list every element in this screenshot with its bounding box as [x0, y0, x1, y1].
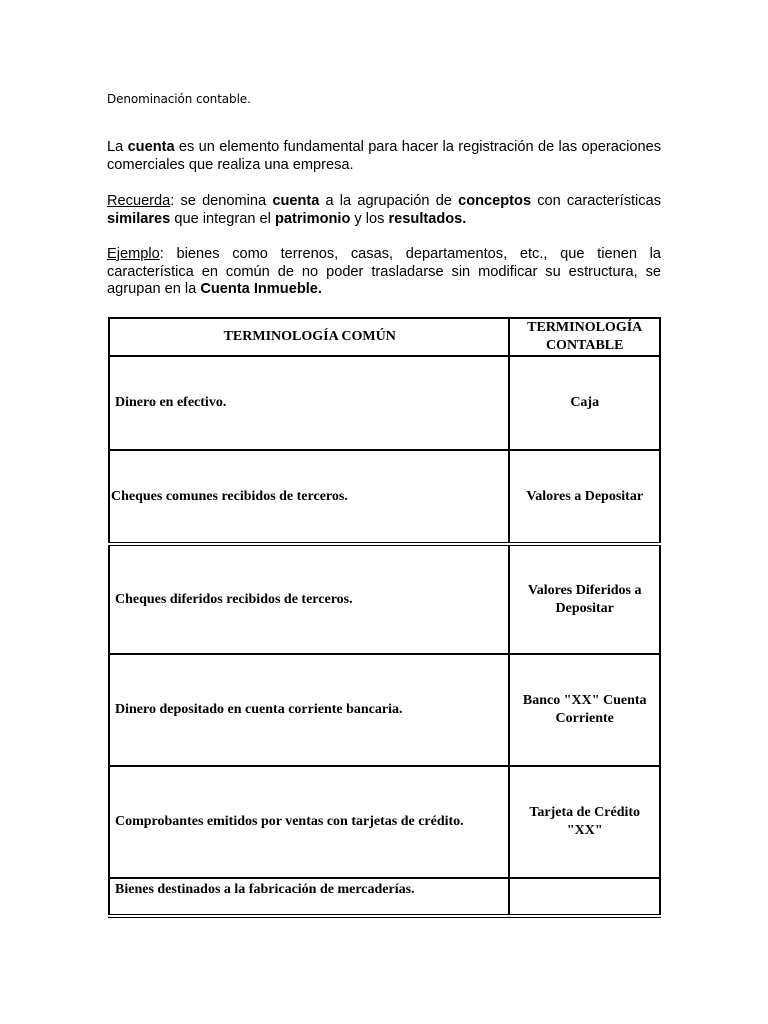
- recuerda-text-2: a la agrupación de: [319, 193, 459, 209]
- table-row: [109, 766, 660, 878]
- table-row: [109, 654, 660, 766]
- section-heading: Denominación contable.: [107, 92, 251, 106]
- recuerda-text-1: : se denomina: [170, 193, 273, 209]
- ejemplo-bold-cuenta-inmueble: Cuenta Inmueble.: [200, 281, 322, 297]
- terminology-table: [108, 317, 661, 918]
- cell-common: Bienes destinados a la fabricación de mercaderías.: [109, 878, 509, 916]
- intro-paragraph: [107, 139, 661, 174]
- cell-accounting: Banco "XX" Cuenta Corriente: [509, 654, 660, 766]
- intro-bold-cuenta: cuenta: [127, 139, 175, 155]
- cell-common: Comprobantes emitidos por ventas con tarjetas de crédito.: [109, 766, 509, 878]
- recuerda-bold-similares: similares: [107, 210, 171, 227]
- header-accounting: TERMINOLOGÍA CONTABLE: [509, 318, 660, 356]
- recuerda-bold-conceptos: conceptos: [458, 193, 532, 209]
- intro-text: La: [107, 139, 128, 155]
- table-row: [109, 544, 660, 654]
- table-row: [109, 878, 660, 916]
- cell-accounting: Valores a Depositar: [509, 450, 660, 544]
- cell-common: Cheques comunes recibidos de terceros.: [109, 450, 509, 544]
- cell-common: Dinero en efectivo.: [109, 356, 509, 450]
- recuerda-text-5: y los: [350, 210, 389, 227]
- recuerda-bold-patrimonio: patrimonio: [274, 210, 351, 227]
- cell-accounting: Valores Diferidos a Depositar: [509, 544, 660, 654]
- table-header-row: [109, 318, 660, 356]
- recuerda-bold-resultados: resultados.: [388, 210, 467, 227]
- ejemplo-paragraph: [107, 246, 661, 299]
- ejemplo-label: Ejemplo: [107, 246, 160, 262]
- cell-common: Cheques diferidos recibidos de terceros.: [109, 544, 509, 654]
- table-row: [109, 450, 660, 544]
- cell-common: Dinero depositado en cuenta corriente bancaria.: [109, 654, 509, 766]
- recuerda-text-3: con características: [531, 193, 661, 209]
- cell-accounting: [509, 878, 660, 916]
- intro-text-rest: es un elemento fundamental para hacer la registración de las operaciones comerciales que realiza una empresa.: [107, 139, 661, 173]
- ejemplo-text: : bienes como terrenos, casas, departamentos, etc., que tienen la característica en común de no poder trasladarse sin modificar su estructura, se agrupan en la: [107, 246, 661, 297]
- header-common: TERMINOLOGÍA COMÚN: [109, 318, 509, 356]
- recuerda-bold-cuenta: cuenta: [272, 193, 320, 209]
- cell-accounting: Tarjeta de Crédito "XX": [509, 766, 660, 878]
- table-row: [109, 356, 660, 450]
- cell-accounting: Caja: [509, 356, 660, 450]
- recuerda-paragraph: [107, 193, 661, 228]
- recuerda-text-4: que integran el: [170, 210, 275, 227]
- recuerda-label: Recuerda: [107, 193, 171, 209]
